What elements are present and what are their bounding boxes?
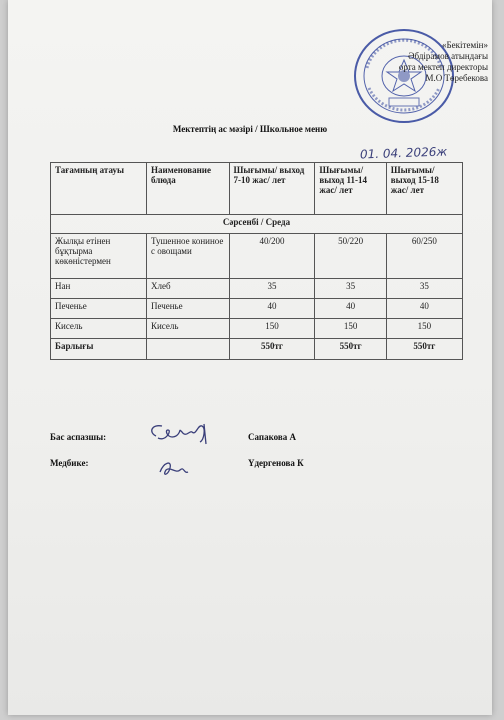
nurse-signature xyxy=(154,456,194,480)
cook-name: Сапакова А xyxy=(248,432,297,442)
cell: Печенье xyxy=(146,299,229,319)
cell: 40 xyxy=(229,299,315,319)
cook-label: Бас аспазшы: xyxy=(50,432,107,442)
cook-signature xyxy=(146,418,218,448)
table-row xyxy=(51,234,463,279)
table-row xyxy=(51,319,463,339)
cell: Тушенное кониное с овощами xyxy=(146,234,229,279)
cell: 35 xyxy=(386,279,462,299)
header-yield-11-14: Шығымы/ выход 11-14 жас/ лет xyxy=(315,163,386,215)
total-row xyxy=(51,339,463,360)
approval-block xyxy=(308,40,488,84)
table-row xyxy=(51,279,463,299)
document-page xyxy=(8,0,492,715)
cell: 150 xyxy=(386,319,462,339)
total-15-18: 550тг xyxy=(386,339,462,360)
nurse-label: Медбике: xyxy=(50,458,89,468)
approval-line-3: орта мектеп директоры xyxy=(398,62,488,72)
day-row xyxy=(51,215,463,234)
cell: 60/250 xyxy=(386,234,462,279)
cell: 150 xyxy=(229,319,315,339)
header-yield-15-18: Шығымы/ выход 15-18 жас/ лет xyxy=(386,163,462,215)
approval-line-1: «Бекітемін» xyxy=(442,40,488,50)
menu-table xyxy=(50,162,463,360)
cell: 40 xyxy=(386,299,462,319)
table-row xyxy=(51,299,463,319)
header-yield-7-10: Шығымы/ выход 7-10 жас/ лет xyxy=(229,163,315,215)
cell: 40/200 xyxy=(229,234,315,279)
cell: Кисель xyxy=(146,319,229,339)
handwritten-date: 01. 04. 2026ж xyxy=(359,144,448,162)
total-7-10: 550тг xyxy=(229,339,315,360)
cell xyxy=(146,339,229,360)
header-dish-ru: Наименование блюда xyxy=(146,163,229,215)
cell: Нан xyxy=(51,279,147,299)
page-title: Мектептің ас мәзірі / Школьное меню xyxy=(172,124,328,134)
approval-line-4: М.О Төребекова xyxy=(425,73,488,83)
cell: 40 xyxy=(315,299,386,319)
table-header-row xyxy=(51,163,463,215)
cell: Хлеб xyxy=(146,279,229,299)
cell: Кисель xyxy=(51,319,147,339)
day-label: Сәрсенбі / Среда xyxy=(51,215,463,234)
approval-line-2: Әбдірамов атындағы xyxy=(408,51,488,61)
cell: 50/220 xyxy=(315,234,386,279)
cell: 35 xyxy=(315,279,386,299)
nurse-name: Үдергенова К xyxy=(248,458,304,468)
total-11-14: 550тг xyxy=(315,339,386,360)
header-dish-kz: Тағамның атауы xyxy=(51,163,147,215)
total-label: Барлығы xyxy=(51,339,147,360)
cell: Жылқы етінен бұқтырма көкөністермен xyxy=(51,234,147,279)
cell: 150 xyxy=(315,319,386,339)
cell: Печенье xyxy=(51,299,147,319)
cell: 35 xyxy=(229,279,315,299)
